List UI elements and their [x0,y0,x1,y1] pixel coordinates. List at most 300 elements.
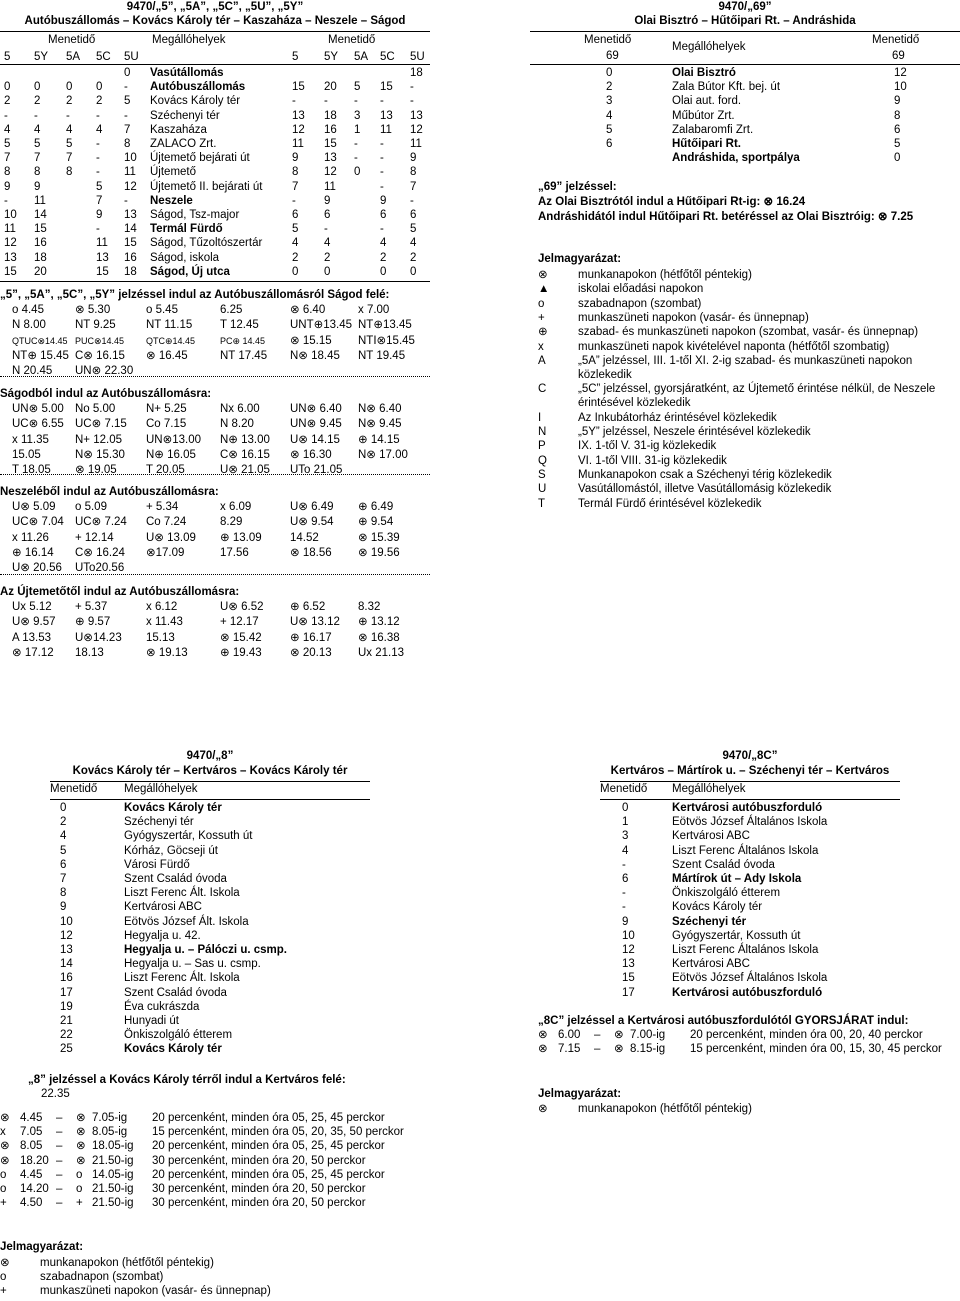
departure-time: UC⊗ 7.24 [75,516,127,529]
stop-row [600,858,900,872]
frequency-text: 20 percenként, minden óra 05, 25, 45 perckor [152,1140,385,1153]
time-right: 11 [380,123,392,136]
departure-time: N⊗ 6.40 [358,403,402,415]
menetido-right-header: Menetidő [872,34,920,46]
start-time: 4.45 [20,1168,43,1181]
time-right: 10 [894,81,907,94]
route-5-title: 9470/„5”, „5A”, „5C”, „5U”, „5Y” [126,1,304,13]
stop-row [600,844,900,858]
stop-name: Hűtőipari Rt. [672,138,741,150]
dash: – [56,1126,63,1139]
route-8c-stop-list [600,801,900,1011]
stop-name: Városi Fürdő [124,858,190,871]
stop-row [50,957,370,971]
legend-symbol: ⊕ [538,326,548,339]
variant-header-row [0,50,430,64]
departure-time: x 11.26 [12,531,49,544]
legend-text: munkanapokon (hétfőtől péntekig) [578,1103,752,1115]
departure-time: UN⊗ 5.00 [12,403,64,415]
stop-name: Eötvös József Ált. Iskola [124,915,249,928]
dash: – [56,1197,63,1210]
frequency-row [0,1154,470,1168]
symbol: ⊗ [76,1112,86,1124]
time: 6 [622,873,629,885]
departure-time: C⊗ 16.15 [75,349,125,362]
time-right: 8 [410,166,417,179]
departure-time: N 8.20 [220,418,254,431]
legend-symbol: ⊗ [0,1257,10,1269]
stop-name: Széchenyi tér [124,816,194,829]
time-left: - [96,138,100,150]
departure-time: T 20.05 [146,464,185,477]
route-8c-subtitle: Kertváros – Mártírok u. – Széchenyi tér – Kertváros [610,765,890,777]
time-right: 6 [324,209,331,221]
symbol: x [0,1126,6,1139]
stop-row [50,886,370,900]
time-left: 11 [96,237,108,250]
frequency-row [538,1042,960,1056]
time: 14 [60,958,73,971]
departure-time: Ux 5.12 [12,601,52,613]
time-left: - [96,109,100,122]
time-right: 8 [894,109,901,122]
departure-time: NT 17.45 [220,349,268,362]
departure-time: ⊗17.09 [146,546,185,559]
departure-time: 17.56 [220,546,249,559]
symbol: ⊗ [614,1029,624,1041]
departure-row [0,546,430,560]
departure-row [0,600,430,614]
departure-time: NT 11.15 [146,319,193,332]
stop-name: Kórház, Göcseji út [124,844,218,857]
time-right: 3 [354,109,361,122]
legend-symbol: + [0,1285,7,1298]
dash: – [56,1112,63,1124]
megallohelyek-header: Megállóhelyek [124,783,198,795]
dash: – [56,1183,63,1195]
start-time: 7.15 [558,1043,581,1056]
time-right: 20 [324,81,337,94]
section-title: Neszeléből indul az Autóbuszállomásra: [0,486,219,498]
legend-text: „5Y” jelzéssel, Neszele érintésével közlekedik [578,426,811,439]
frequency-row [0,1182,470,1196]
time-right: 9 [380,194,387,207]
time-left: - [124,81,128,94]
departure-row [0,448,430,462]
stop-name: Szent Család óvoda [124,873,227,885]
end-time: 14.05-ig [92,1168,134,1181]
departure-time: U⊗ 13.09 [146,531,196,544]
time: - [622,901,626,914]
time-right: - [354,152,358,165]
time-left: 5 [96,180,103,193]
departure-row [0,303,430,317]
time-right: 4 [324,237,331,250]
time-right: 15 [324,138,337,150]
time-right: 9 [894,95,901,108]
frequency-text: 15 percenként, minden óra 00, 15, 30, 45 perckor [690,1043,942,1056]
time-right: 5 [894,138,901,150]
legend-symbol: ⊗ [538,269,548,281]
time-left: 3 [606,95,613,108]
stop-name: Szent Család óvoda [124,986,227,999]
time-left: 4 [96,123,103,136]
section-title: Ságodból indul az Autóbuszállomásra: [0,388,212,400]
time-left: 12 [124,180,137,193]
legend-text: Munkanapokon csak a Széchenyi térig közlekedik [578,469,832,481]
time-right: 15 [380,81,393,94]
departure-time: Co 7.24 [146,516,187,529]
time-right: 12 [410,123,423,136]
time-right: 13 [380,109,393,122]
time: 13 [622,958,635,971]
frequency-text: 20 percenként, minden óra 00, 20, 40 perckor [690,1029,923,1041]
time-left: 13 [96,251,109,264]
stop-name: Hegyalja u. – Pálóczi u. csmp. [124,944,287,956]
stop-row [600,943,900,957]
time-left: 10 [4,209,17,221]
departure-time: ⊗ 15.15 [290,334,332,347]
stop-name: Liszt Ferenc Ált. Iskola [124,887,240,900]
stop-row [530,80,960,94]
departure-time: NT 9.25 [75,319,116,332]
time-left: 8 [124,138,131,150]
time-left: 8 [66,166,73,179]
frequency-text: 20 percenként, minden óra 05, 25, 45 perckor [152,1112,385,1124]
symbol: ⊗ [614,1043,624,1056]
departure-time: U⊗ 21.05 [220,464,270,477]
stop-row [530,66,960,80]
stop-name: Kertvárosi autóbuszforduló [672,802,823,814]
stop-name: Gyógyszertár, Kossuth út [124,830,253,843]
stop-name: Kertvárosi ABC [672,830,750,843]
stop-name: Gyógyszertár, Kossuth út [672,929,801,942]
time-left: 5 [34,138,41,150]
departure-time: 6.25 [220,304,243,316]
time-right: 12 [894,67,907,79]
variant-left-label: 5C [96,51,111,63]
time-right: 6 [380,209,387,221]
departure-time: ⊕ 14.15 [358,433,400,446]
start-time: 8.05 [20,1140,43,1153]
time-right: 5 [354,81,361,94]
variant-left-label: 5Y [34,51,49,63]
time: 16 [60,972,73,985]
note-line-1: Az Olai Bisztrótól indul a Hűtőipari Rt-ig: ⊗ 16.24 [538,196,806,208]
symbol: ⊗ [0,1154,10,1167]
time-right: 0 [410,265,417,278]
time-right: 7 [410,180,417,193]
time-left: 0 [124,67,131,79]
time-right: 9 [292,152,299,165]
stop-row [0,165,430,179]
end-time: 7.05-ig [92,1112,128,1124]
departure-time: N⊗ 15.30 [75,448,125,461]
departure-time: Co 7.15 [146,418,187,431]
legend-title: Jelmagyarázat: [538,253,622,265]
time-left: 11 [34,194,46,207]
menetido-left-header: Menetidő [584,34,632,46]
stop-row [0,180,430,194]
departure-time: QTUC⊗14.45 [12,335,68,346]
stop-row [600,829,900,843]
time-right: 4 [410,237,417,250]
time-left: 15 [4,265,17,278]
departure-time: + 12.14 [75,531,114,544]
time-left: 4 [606,109,613,122]
time-left: - [96,223,100,236]
symbol: o [0,1183,7,1195]
legend-symbol: N [538,426,547,439]
symbol: o [0,1168,7,1181]
time-left: - [4,194,8,207]
section-title: „5”, „5A”, „5C”, „5Y” jelzéssel indul az Autóbuszállomásról Ságod felé: [0,289,390,301]
departure-time: NT⊕ 15.45 [12,349,69,362]
time-left: 20 [34,265,47,278]
time-right: - [380,180,384,193]
time-left: 5 [66,138,73,150]
departure-time: 15.05 [12,448,41,461]
time-left: 0 [4,81,11,94]
time: 7 [60,873,67,885]
legend-item [538,1102,960,1116]
route-5-subtitle: Autóbuszállomás – Kovács Károly tér – Kaszaháza – Neszele – Ságod [24,15,406,27]
time-right: - [324,223,328,236]
stop-row [0,236,430,250]
stop-row [600,971,900,985]
time-left: 0 [66,81,73,94]
time-left: 8 [34,166,41,179]
stop-row [530,137,960,151]
end-time: 8.15-ig [630,1043,666,1056]
stop-name: Széchenyi tér [150,109,220,122]
legend-text: VI. 1-től VIII. 31-ig közlekedik [578,454,727,467]
time-right: 2 [380,251,387,264]
symbol: + [76,1197,83,1210]
time-left: 13 [124,209,137,221]
menetido-header: Menetidő [600,783,648,795]
time-left: 7 [66,152,73,165]
time-left: 5 [4,138,11,150]
departure-time: N 8.00 [12,319,46,332]
start-time: 14.20 [20,1183,49,1195]
time-left: 18 [124,265,137,278]
time-right: - [354,95,358,108]
departure-time: N⊗ 9.45 [358,418,402,431]
departure-time: U⊗ 6.49 [290,501,334,513]
legend-text: munkanapokon (hétfőtől péntekig) [578,269,752,281]
stop-name: Liszt Ferenc Általános Iskola [672,944,819,956]
stop-name: Autóbuszállomás [150,81,246,94]
departure-title: „8” jelzéssel a Kovács Károly térről indul a Kertváros felé: [28,1074,346,1086]
time-left: 7 [4,152,11,165]
legend-symbol: U [538,483,547,496]
symbol: ⊗ [76,1140,86,1153]
stop-name: Kovács Károly tér [124,802,222,814]
departure-title: „8C” jelzéssel a Kertvárosi autóbuszfordulótól GYORSJÁRAT indul: [538,1015,909,1027]
departure-row [0,402,430,416]
legend-symbol: o [538,297,545,310]
legend-text: Vasútállomástól, illetve Vasútállomásig közlekedik [578,483,832,496]
frequency-row [0,1125,470,1139]
departure-time: UN⊗ 9.45 [290,418,342,431]
departure-time: x 7.00 [358,304,390,316]
time-right: 0 [292,265,299,278]
end-time: 7.00-ig [630,1029,666,1041]
stop-row [530,94,960,108]
departure-time: U⊗ 6.52 [220,601,264,613]
time-left: - [34,109,38,122]
departure-time: N+ 5.25 [146,403,187,415]
departure-time: U⊗ 5.09 [12,501,56,513]
departure-time: o 4.45 [12,304,44,316]
departure-time: UN⊗ 22.30 [75,365,134,378]
departure-time: U⊗ 9.57 [12,616,56,629]
legend-text: IX. 1-től V. 31-ig közlekedik [578,440,717,453]
time-right: 11 [324,180,336,193]
legend-text: munkaszüneti napokon (vasár- és ünnepnap) [578,311,809,324]
stop-name: Kovács Károly tér [124,1043,222,1056]
stop-row [50,815,370,829]
departure-time: 8.29 [220,516,243,529]
time-left: - [96,152,100,165]
legend-item [0,1270,470,1284]
stop-row [0,222,430,236]
time-left: 2 [34,95,41,108]
stop-row [50,986,370,1000]
stop-name: Ságod, Új utca [150,265,230,278]
time: - [622,887,626,900]
departure-time: U⊗14.23 [75,631,122,644]
time-right: - [292,95,296,108]
time: 4 [60,830,67,843]
departure-time: ⊕ 19.43 [220,646,262,659]
end-time: 18.05-ig [92,1140,134,1153]
variant-right: 69 [892,50,905,62]
stop-name: Műbútor Zrt. [672,109,735,122]
stop-name: Kovács Károly tér [150,95,241,108]
departure-time: ⊕ 6.52 [290,601,326,613]
departure-time: UN⊗13.00 [146,433,202,446]
stop-name: Neszele [150,194,193,207]
stop-name: Kertvárosi ABC [124,901,202,914]
time: 10 [622,929,635,942]
stop-row [0,265,430,279]
end-time: 8.05-ig [92,1126,128,1139]
dash: – [56,1168,63,1181]
stop-name: Zalabaromfi Zrt. [672,123,754,136]
start-time: 18.20 [20,1154,49,1167]
departure-time: U⊗ 14.15 [290,433,340,446]
time-right: - [380,152,384,165]
departure-row [0,515,430,529]
time-left: 7 [124,123,131,136]
route-8-frequency [0,1111,470,1211]
departure-row [0,646,430,660]
stop-row [0,194,430,208]
legend-symbol: T [538,497,546,510]
time-left: 4 [34,123,41,136]
legend-main [538,252,960,512]
departure-time: ⊗ 6.40 [290,304,326,316]
time: 6 [60,858,67,871]
time-right: 2 [410,251,417,264]
stop-name: Éva cukrászda [124,1000,200,1013]
time-left: 2 [96,95,103,108]
legend-title: Jelmagyarázat: [538,1088,622,1100]
menetido-header: Menetidő [50,783,98,795]
departure-time: ⊕ 16.14 [12,546,54,559]
departure-time: + 5.37 [75,601,108,613]
departure-time: U⊗ 20.56 [12,562,62,575]
time-left: 8 [4,166,11,179]
route-69-title: 9470/„69” [718,1,772,13]
departure-time: ⊗ 5.30 [75,304,111,316]
time: 12 [60,929,73,942]
stop-name: Eötvös József Általános Iskola [672,972,828,985]
time-right: 8 [292,166,299,179]
time-left: 4 [66,123,73,136]
frequency-text: 15 percenként, minden óra 05, 20, 35, 50 perckor [152,1126,404,1139]
stop-row [50,1042,370,1056]
time: 21 [60,1015,73,1027]
stop-name: Hegyalja u. 42. [124,929,201,942]
stop-row [0,208,430,222]
stop-row [50,1028,370,1042]
time-left: 15 [96,265,109,278]
time-left: 5 [124,95,131,108]
time-right: - [410,81,414,94]
time-left: 6 [606,138,613,150]
time-left: 15 [34,223,47,236]
departure-time: ⊕ 13.12 [358,616,400,629]
departure-row [0,531,430,545]
departure-time: N⊗ 17.00 [358,448,408,461]
legend-text: munkaszüneti napokon (vasár- és ünnepnap) [40,1285,271,1298]
time-right: - [410,95,414,108]
note-line-2: Andráshidától indul Hűtőipari Rt. betéréssel az Olai Bisztróig: ⊗ 7.25 [538,211,914,223]
time-right: - [380,166,384,179]
departure-time: ⊗ 16.30 [290,448,332,461]
end-time: 21.50-ig [92,1154,134,1167]
end-time: 21.50-ig [92,1183,134,1195]
departure-time: NTI⊗15.45 [358,334,415,347]
time-left: 14 [124,223,137,236]
stop-name: Olai Bisztró [672,67,736,79]
frequency-row [538,1028,960,1042]
time: 9 [60,901,67,914]
route-5-stop-list [0,66,430,280]
legend-title: Jelmagyarázat: [0,1241,84,1253]
menetido-right-header: Menetidő [328,34,376,46]
stop-row [0,151,430,165]
time-right: 13 [292,109,305,122]
time-left: 9 [34,180,41,193]
legend-symbol: ▲ [538,283,550,296]
departure-time: Nx 6.00 [220,403,260,415]
time-left: 2 [4,95,11,108]
separator [0,376,430,377]
departure-time: o 5.09 [75,501,107,513]
stop-row [600,929,900,943]
departure-time: 14.52 [290,531,319,544]
route-8-timetable [50,750,370,1060]
departure-time: 8.32 [358,601,381,613]
time-right: 13 [410,109,423,122]
route-69-timetable [530,0,960,170]
departure-time: T 12.45 [220,319,259,332]
dash: – [594,1043,601,1056]
